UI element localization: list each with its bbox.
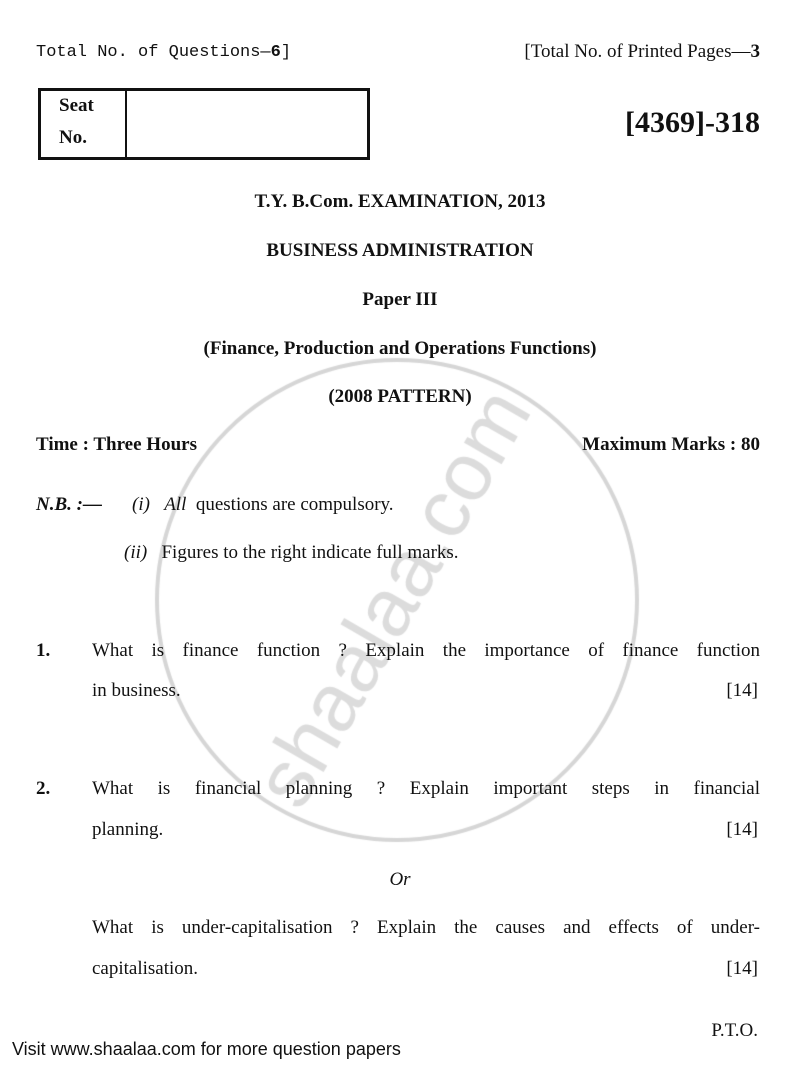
note-num: (i) xyxy=(132,494,150,515)
question-1-line2: in business. xyxy=(92,680,181,701)
note-emphasis: All xyxy=(164,494,187,515)
bracket: ] xyxy=(280,43,292,62)
or-text: Or xyxy=(389,869,411,890)
maximum-marks: Maximum Marks : 80 xyxy=(582,434,760,455)
total-pages-label: [Total No. of Printed Pages— xyxy=(524,41,751,62)
total-questions-label: Total No. of Questions— xyxy=(36,43,271,62)
question-2-line1: What is financial planning ? Explain important steps in financial xyxy=(92,778,760,799)
paper-number: Paper III xyxy=(362,289,438,310)
nb-label xyxy=(36,494,102,516)
footer-link[interactable]: Visit www.shaalaa.com for more question papers xyxy=(12,1039,401,1059)
subject-title: BUSINESS ADMINISTRATION xyxy=(266,240,534,261)
pto: P.T.O. xyxy=(711,1020,758,1041)
paper-code: [4369]-318 xyxy=(625,106,760,139)
note-num: (ii) xyxy=(124,542,148,563)
seat-label-line1: Seat xyxy=(59,95,94,116)
total-questions-value: 6 xyxy=(270,43,281,62)
alt-question-line1: What is under-capitalisation ? Explain the causes and effects of under- xyxy=(92,917,760,938)
question-number: 1. xyxy=(36,640,51,661)
question-1-line1: What is finance function ? Explain the importance of finance function xyxy=(92,640,760,661)
total-pages-value: 3 xyxy=(750,41,760,62)
alt-question-line2: capitalisation. xyxy=(92,958,199,979)
question-2-line2: planning. xyxy=(92,819,164,840)
paper-subtitle: (Finance, Production and Operations Functions) xyxy=(203,338,597,359)
note-1 xyxy=(132,494,394,516)
seat-label xyxy=(41,91,127,157)
note-text: Figures to the right indicate full marks. xyxy=(161,542,459,563)
pattern: (2008 PATTERN) xyxy=(328,386,472,407)
seat-label-line2: No. xyxy=(59,127,87,148)
question-2-marks: [14] xyxy=(726,819,758,840)
total-questions xyxy=(36,43,291,62)
alt-question-marks: [14] xyxy=(726,958,758,979)
total-pages xyxy=(524,41,760,63)
time-allowed: Time : Three Hours xyxy=(36,434,197,455)
nb-text: N.B. :— xyxy=(36,494,102,515)
note-2 xyxy=(124,542,459,564)
seat-number-box xyxy=(38,88,370,160)
question-number: 2. xyxy=(36,778,51,799)
note-text: questions are compulsory. xyxy=(195,494,394,515)
exam-title: T.Y. B.Com. EXAMINATION, 2013 xyxy=(254,191,546,212)
question-1-marks: [14] xyxy=(726,680,758,701)
or-label xyxy=(0,869,800,891)
